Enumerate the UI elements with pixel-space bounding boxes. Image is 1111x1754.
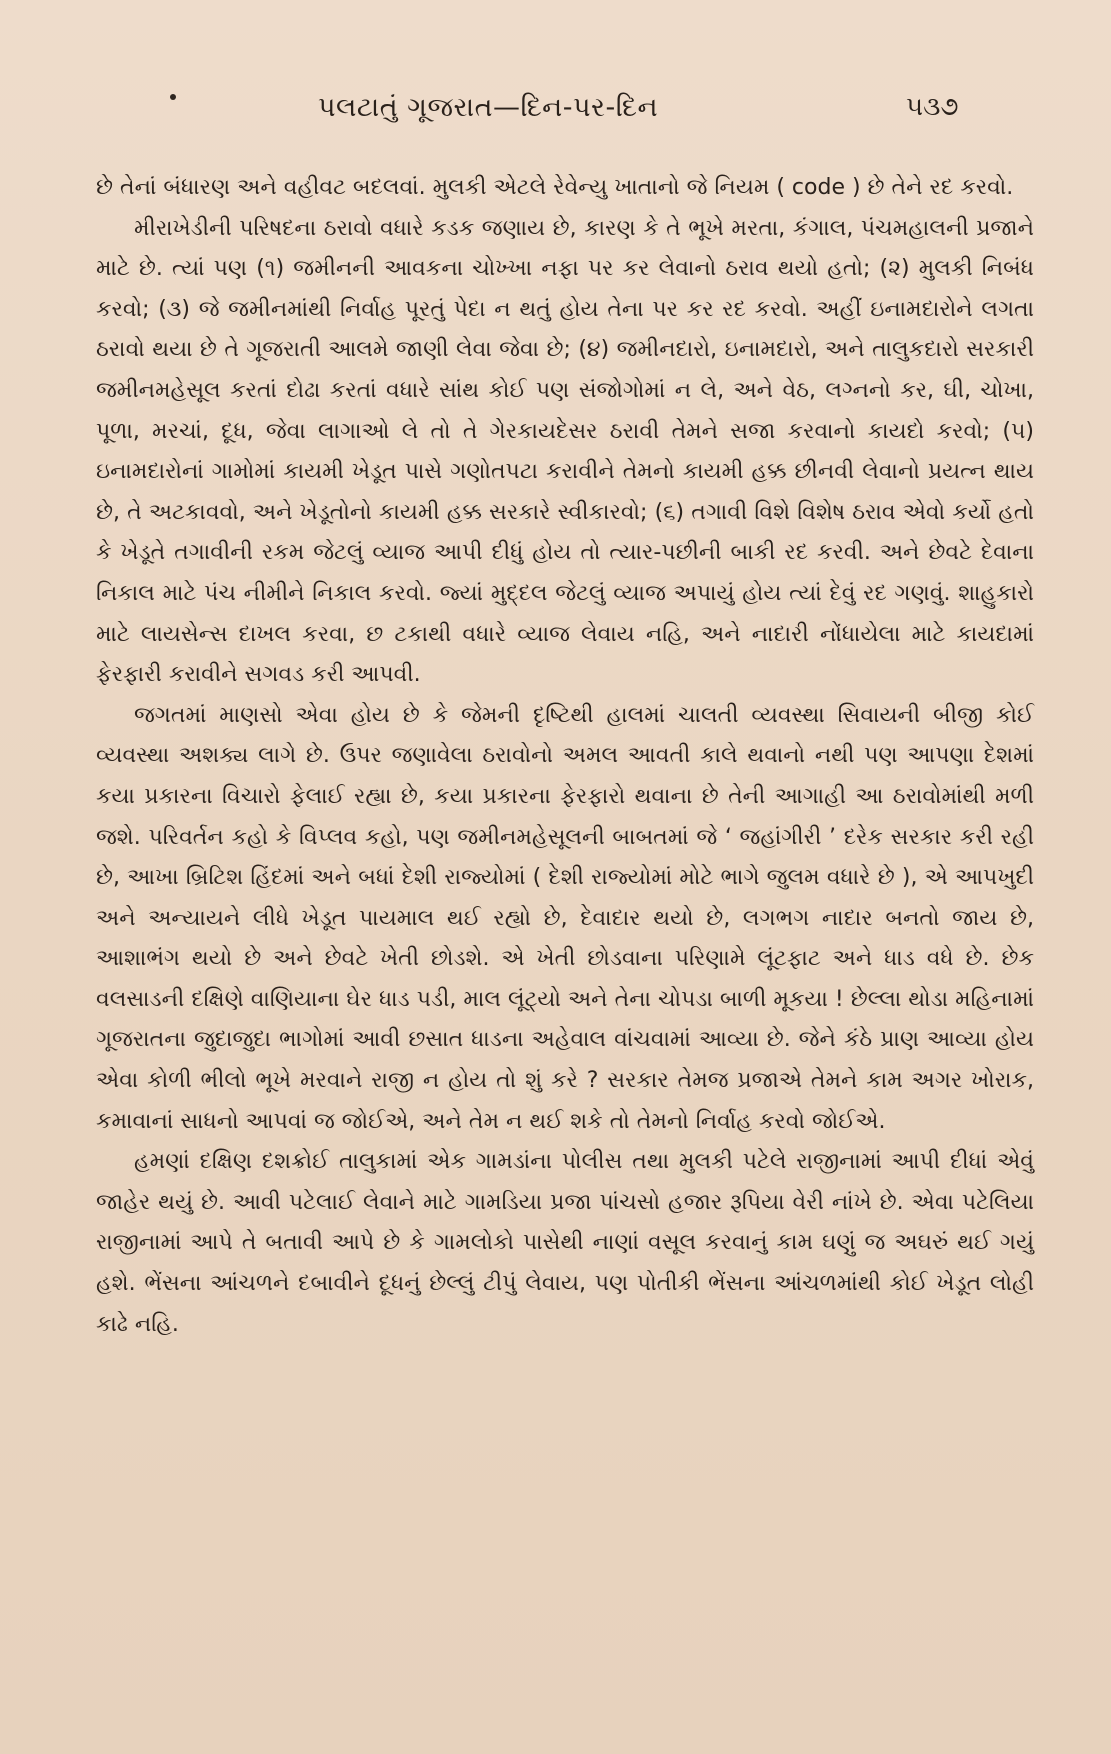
- body-text: [96, 168, 1034, 1345]
- paragraph-continuation: છે તેનાં બંધારણ અને વહીવટ બદલવાં. મુલકી એટલે રેવેન્યુ ખાતાનો જે નિયમ ( code ) છે તેને રદ કરવો.: [96, 175, 1014, 200]
- paragraph-world-system: જગતમાં માણસો એવા હોય છે કે જેમની દૃષ્ટિથી હાલમાં ચાલતી વ્યવસ્થા સિવાયની બીજી કોઈ વ્યવસ્થા અશક્ય લાગે છે. ઉપર જણાવેલા ઠરાવોનો અમલ આવતી કાલે થવાનો નથી પણ આપણા દેશમાં કયા પ્રકારના વિચારો ફેલાઈ રહ્યા છે, કયા પ્રકારના ફેરફારો થવાના છે તેની આગાહી આ ઠરાવોમાંથી મળી જશે. પરિવર્તન કહો કે વિપ્લવ કહો, પણ જમીનમહેસૂલની બાબતમાં જે ‘ જહાંગીરી ’ દરેક સરકાર કરી રહી છે, આખા બ્રિટિશ હિંદમાં અને બધાં દેશી રાજ્યોમાં ( દેશી રાજ્યોમાં મોટે ભાગે જુલમ વધારે છે ), એ આપખુદી અને અન્યાયને લીધે ખેડૂત પાયમાલ થઈ રહ્યો છે, દેવાદાર થયો છે, લગભગ નાદાર બનતો જાય છે, આશાભંગ થયો છે અને છેવટે ખેતી છોડશે. એ ખેતી છોડવાના પરિણામે લૂંટફાટ અને ધાડ વધે છે. છેક વલસાડની દક્ષિણે વાણિયાના ઘેર ધાડ પડી, માલ લૂંટ્યો અને તેના ચોપડા બાળી મૂકયા ! છેલ્લા થોડા મહિનામાં ગૂજરાતના જુદાજુદા ભાગોમાં આવી છસાત ધાડના અહેવાલ વાંચવામાં આવ્યા છે. જેને કંઠે પ્રાણ આવ્યા હોય એવા કોળી ભીલો ભૂખે મરવાને રાજી ન હોય તો શું કરે ? સરકાર તેમજ પ્રજાએ તેમને કામ અગર ખોરાક, કમાવાનાં સાધનો આપવાં જ જોઈએ, અને તેમ ન થઈ શકે તો તેમનો નિર્વાહ કરવો જોઈએ.: [96, 702, 1034, 1134]
- paragraph-mirakhedi-resolutions: મીરાખેડીની પરિષદના ઠરાવો વધારે કડક જણાય છે, કારણ કે તે ભૂખે મરતા, કંગાલ, પંચમહાલની પ્રજાને માટે છે. ત્યાં પણ (૧) જમીનની આવકના ચોખ્ખા નફા પર કર લેવાનો ઠરાવ થયો હતો; (૨) મુલકી નિબંધ કરવો; (૩) જે જમીનમાંથી નિર્વાહ પૂરતું પેદા ન થતું હોય તેના પર કર રદ કરવો. અહીં ઇનામદારોને લગતા ઠરાવો થયા છે તે ગૂજરાતી આલમે જાણી લેવા જેવા છે; (૪) જમીનદારો, ઇનામદારો, અને તાલુકદારો સરકારી જમીનમહેસૂલ કરતાં દોઢા કરતાં વધારે સાંથ કોઈ પણ સંજોગોમાં ન લે, અને વેઠ, લગ્નનો કર, ઘી, ચોખા, પૂળા, મરચાં, દૂધ, જેવા લાગાઓ લે તો તે ગેરકાયદેસર ઠરાવી તેમને સજા કરવાનો કાયદો કરવો; (૫) ઇનામદારોનાં ગામોમાં કાયમી ખેડૂત પાસે ગણોતપટા કરાવીને તેમનો કાયમી હક્ક છીનવી લેવાનો પ્રયત્ન થાય છે, તે અટકાવવો, અને ખેડૂતોનો કાયમી હક્ક સરકારે સ્વીકારવો; (૬) તગાવી વિશે વિશેષ ઠરાવ એવો કર્યો હતો કે ખેડૂતે તગાવીની રકમ જેટલું વ્યાજ આપી દીધું હોય તો ત્યાર-પછીની બાકી રદ કરવી. અને છેવટે દેવાના નિકાલ માટે પંચ નીમીને નિકાલ કરવો. જ્યાં મુદ્દલ જેટલું વ્યાજ અપાયું હોય ત્યાં દેવું રદ ગણવું. શાહુકારો માટે લાયસેન્સ દાખલ કરવા, છ ટકાથી વધારે વ્યાજ લેવાય નહિ, અને નાદારી નોંધાયેલા માટે કાયદામાં ફેરફારી કરાવીને સગવડ કરી આપવી.: [96, 215, 1034, 688]
- page-number: ૫૩૭: [906, 92, 959, 122]
- page-header: [0, 92, 1111, 132]
- running-title: પલટાતું ગૂજરાત—દિન-પર-દિન: [318, 92, 659, 123]
- paragraph-daskroi-patels: હમણાં દક્ષિણ દશક્રોઈ તાલુકામાં એક ગામડાંના પોલીસ તથા મુલકી પટેલે રાજીનામાં આપી દીધાં એવું જાહેર થયું છે. આવી પટેલાઈ લેવાને માટે ગામડિયા પ્રજા પાંચસો હજાર રૂપિયા વેરી નાંખે છે. એવા પટેલિયા રાજીનામાં આપે તે બતાવી આપે છે કે ગામલોકો પાસેથી નાણાં વસૂલ કરવાનું કામ ઘણું જ અઘરું થઈ ગયું હશે. ભેંસના આંચળને દબાવીને દૂધનું છેલ્લું ટીપું લેવાય, પણ પોતીકી ભેંસના આંચળમાંથી કોઈ ખેડૂત લોહી કાઢે નહિ.: [96, 1149, 1034, 1337]
